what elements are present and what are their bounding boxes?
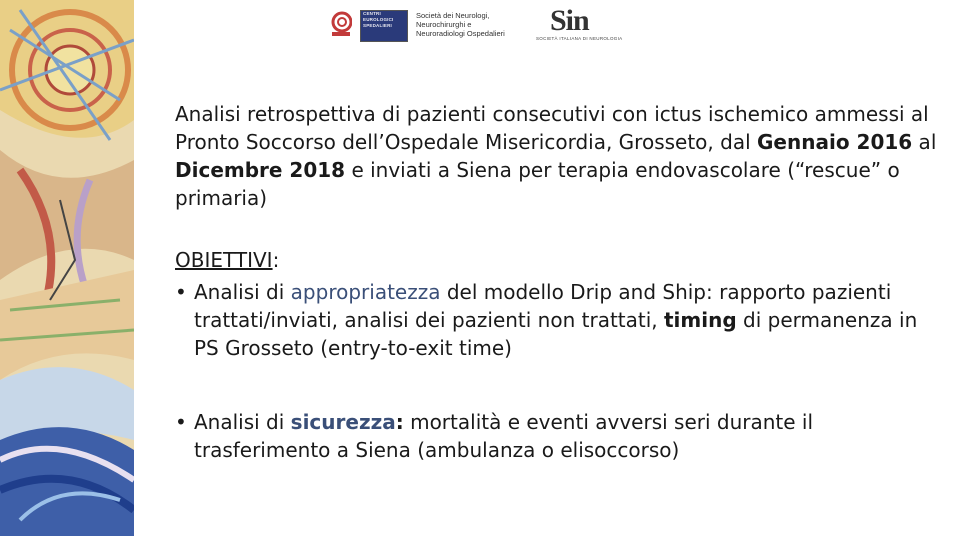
ccs-logo bbox=[326, 8, 506, 44]
ccs-badge-line: SPEDALIERI bbox=[363, 23, 393, 28]
ccs-text-line: Neurochirurghi e bbox=[416, 20, 472, 29]
bullet-text: del modello Drip and Ship: rapporto pazienti trattati/inviati, analisi dei pazienti non trattati, bbox=[194, 280, 892, 332]
intro-text: e inviati a Siena per terapia endovascolare (“rescue” o primaria) bbox=[175, 158, 900, 210]
bullet-text: di permanenza in PS Grosseto (entry-to-exit time) bbox=[194, 308, 918, 360]
intro-text: Analisi retrospettiva di pazienti consecutivi con ictus ischemico ammessi al Pronto Soccorso dell’Ospedale Misericordia, Grosseto, dal bbox=[175, 102, 929, 154]
bold-timing: timing bbox=[664, 308, 737, 332]
highlight-appropriateness: appropriatezza bbox=[290, 280, 441, 304]
highlight-safety: sicurezza bbox=[290, 410, 396, 434]
ccs-society-name bbox=[416, 11, 516, 38]
slide-content bbox=[175, 100, 945, 468]
date-to: Dicembre 2018 bbox=[175, 158, 346, 182]
sin-tagline: SOCIETÀ ITALIANA DI NEUROLOGIA bbox=[536, 36, 623, 41]
sin-wordmark: Sin bbox=[550, 4, 589, 37]
decorative-painting bbox=[0, 0, 134, 536]
ccs-text-line: Neuroradiologi Ospedalieri bbox=[416, 29, 505, 38]
bullet-text: Analisi di bbox=[194, 280, 291, 304]
bullet-text: mortalità e eventi avversi seri durante il trasferimento a Siena (ambulanza o elisoccorso) bbox=[194, 410, 814, 462]
list-item bbox=[175, 408, 945, 464]
ccs-badge-line: CENTRI bbox=[363, 11, 381, 16]
objectives-colon: : bbox=[272, 248, 280, 272]
bold-colon: : bbox=[395, 410, 404, 434]
date-from: Gennaio 2016 bbox=[757, 130, 913, 154]
objectives-list bbox=[175, 278, 945, 464]
intro-paragraph bbox=[175, 100, 945, 212]
intro-text: al bbox=[912, 130, 937, 154]
objectives-heading bbox=[175, 246, 945, 274]
list-item bbox=[175, 278, 945, 362]
ccs-text-line: Società dei Neurologi, bbox=[416, 11, 490, 20]
sin-logo bbox=[536, 4, 646, 44]
ccs-swirl-icon bbox=[330, 10, 352, 38]
ccs-badge-line: EUROLOGICI bbox=[363, 17, 394, 22]
ccs-badge bbox=[360, 10, 408, 42]
bullet-text: Analisi di bbox=[194, 410, 291, 434]
objectives-title: OBIETTIVI bbox=[175, 248, 273, 272]
